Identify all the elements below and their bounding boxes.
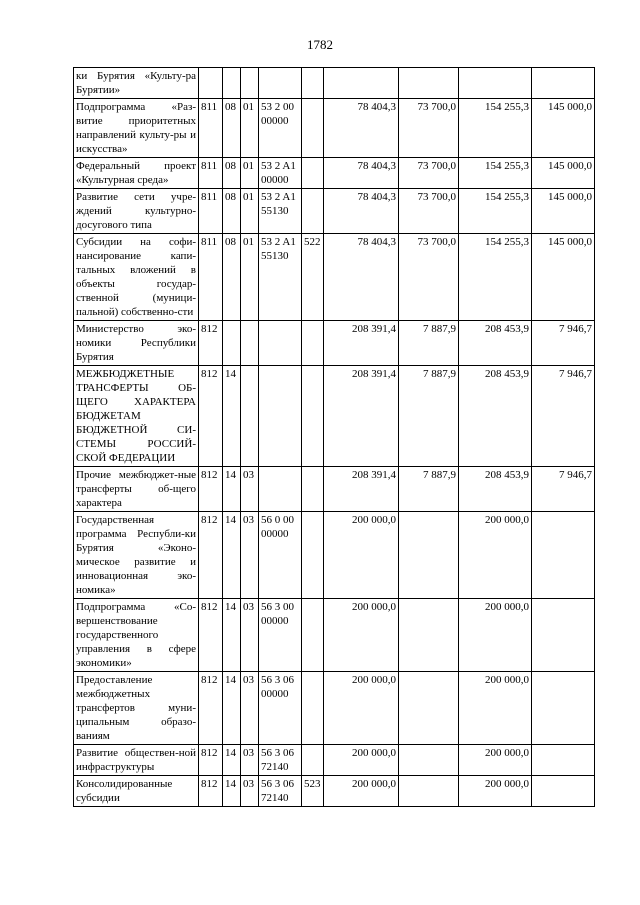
cell-value-1: 208 391,4 <box>324 366 399 467</box>
cell-value-3 <box>459 68 532 99</box>
cell-value-3: 208 453,9 <box>459 467 532 512</box>
cell-value-4: 145 000,0 <box>532 234 595 321</box>
cell-admin-code: 812 <box>199 467 223 512</box>
cell-section: 14 <box>223 599 241 672</box>
cell-expense-type <box>302 189 324 234</box>
cell-section: 08 <box>223 99 241 158</box>
table-row <box>74 599 595 672</box>
cell-section <box>223 68 241 99</box>
cell-subsection: 01 <box>241 234 259 321</box>
cell-target-article <box>259 321 302 366</box>
cell-value-2: 73 700,0 <box>399 158 459 189</box>
table-row <box>74 158 595 189</box>
cell-name: Развитие сети учре-ждений культурно-досугового типа <box>74 189 199 234</box>
cell-name: Консолидированные субсидии <box>74 776 199 807</box>
cell-name: Подпрограмма «Раз-витие приоритетных направлений культу-ры и искусства» <box>74 99 199 158</box>
cell-name: ки Бурятия «Культу-ра Бурятии» <box>74 68 199 99</box>
cell-name: Министерство эко-номики Республики Бурятия <box>74 321 199 366</box>
cell-admin-code: 812 <box>199 512 223 599</box>
cell-name: Предоставление межбюджетных трансфертов муни-ципальным образо-ваниям <box>74 672 199 745</box>
cell-value-3: 208 453,9 <box>459 321 532 366</box>
cell-value-1: 200 000,0 <box>324 599 399 672</box>
table-row <box>74 68 595 99</box>
cell-subsection: 03 <box>241 672 259 745</box>
table-row <box>74 321 595 366</box>
cell-value-4 <box>532 599 595 672</box>
cell-section: 14 <box>223 672 241 745</box>
cell-value-1: 78 404,3 <box>324 234 399 321</box>
cell-value-4: 145 000,0 <box>532 158 595 189</box>
cell-section: 14 <box>223 776 241 807</box>
cell-value-4: 7 946,7 <box>532 321 595 366</box>
cell-value-1: 78 404,3 <box>324 99 399 158</box>
cell-expense-type: 522 <box>302 234 324 321</box>
cell-expense-type <box>302 745 324 776</box>
cell-subsection: 03 <box>241 776 259 807</box>
table-row <box>74 745 595 776</box>
cell-section <box>223 321 241 366</box>
cell-section: 08 <box>223 189 241 234</box>
cell-expense-type <box>302 512 324 599</box>
cell-admin-code: 812 <box>199 321 223 366</box>
table-body <box>74 68 595 807</box>
cell-admin-code: 812 <box>199 776 223 807</box>
cell-expense-type <box>302 599 324 672</box>
cell-admin-code: 812 <box>199 599 223 672</box>
cell-subsection <box>241 321 259 366</box>
cell-target-article: 56 3 06 72140 <box>259 776 302 807</box>
cell-subsection: 03 <box>241 745 259 776</box>
cell-target-article: 53 2 A1 00000 <box>259 158 302 189</box>
cell-value-2 <box>399 68 459 99</box>
cell-subsection <box>241 68 259 99</box>
cell-subsection: 03 <box>241 512 259 599</box>
cell-value-3: 154 255,3 <box>459 158 532 189</box>
cell-value-2: 7 887,9 <box>399 467 459 512</box>
cell-expense-type <box>302 99 324 158</box>
cell-value-1: 200 000,0 <box>324 745 399 776</box>
cell-target-article: 56 3 06 00000 <box>259 672 302 745</box>
cell-expense-type <box>302 321 324 366</box>
cell-value-3: 154 255,3 <box>459 234 532 321</box>
cell-subsection <box>241 366 259 467</box>
cell-subsection: 01 <box>241 189 259 234</box>
cell-expense-type <box>302 68 324 99</box>
cell-value-1: 78 404,3 <box>324 189 399 234</box>
cell-value-3: 200 000,0 <box>459 672 532 745</box>
table-row <box>74 467 595 512</box>
budget-table <box>73 67 595 807</box>
cell-value-1: 78 404,3 <box>324 158 399 189</box>
cell-expense-type <box>302 672 324 745</box>
cell-subsection: 01 <box>241 158 259 189</box>
cell-expense-type <box>302 158 324 189</box>
cell-value-1: 200 000,0 <box>324 776 399 807</box>
cell-name: Прочие межбюджет-ные трансферты об-щего характера <box>74 467 199 512</box>
cell-target-article: 53 2 A1 55130 <box>259 189 302 234</box>
cell-name: Развитие обществен-ной инфраструктуры <box>74 745 199 776</box>
cell-value-4 <box>532 672 595 745</box>
cell-target-article: 53 2 A1 55130 <box>259 234 302 321</box>
cell-value-4: 7 946,7 <box>532 366 595 467</box>
cell-value-4 <box>532 745 595 776</box>
cell-expense-type: 523 <box>302 776 324 807</box>
cell-section: 08 <box>223 158 241 189</box>
cell-value-2 <box>399 599 459 672</box>
cell-target-article: 56 3 00 00000 <box>259 599 302 672</box>
cell-value-2: 7 887,9 <box>399 321 459 366</box>
cell-value-1: 208 391,4 <box>324 467 399 512</box>
cell-subsection: 01 <box>241 99 259 158</box>
table-row <box>74 234 595 321</box>
cell-value-3: 200 000,0 <box>459 599 532 672</box>
cell-value-4: 145 000,0 <box>532 189 595 234</box>
cell-value-4 <box>532 512 595 599</box>
table-row <box>74 512 595 599</box>
cell-name: Федеральный проект «Культурная среда» <box>74 158 199 189</box>
cell-value-4 <box>532 68 595 99</box>
cell-admin-code: 811 <box>199 158 223 189</box>
cell-admin-code: 812 <box>199 745 223 776</box>
cell-value-1: 200 000,0 <box>324 512 399 599</box>
cell-value-3: 200 000,0 <box>459 776 532 807</box>
cell-value-3: 154 255,3 <box>459 189 532 234</box>
cell-admin-code: 811 <box>199 189 223 234</box>
cell-target-article: 56 3 06 72140 <box>259 745 302 776</box>
cell-name: МЕЖБЮДЖЕТНЫЕ ТРАНСФЕРТЫ ОБ-ЩЕГО ХАРАКТЕРА БЮДЖЕТАМ БЮДЖЕТНОЙ СИ-СТЕМЫ РОССИЙ-СКОЙ ФЕДЕРАЦИИ <box>74 366 199 467</box>
cell-value-2: 73 700,0 <box>399 234 459 321</box>
cell-value-2 <box>399 512 459 599</box>
cell-section: 14 <box>223 467 241 512</box>
table-row <box>74 99 595 158</box>
cell-admin-code: 811 <box>199 99 223 158</box>
cell-name: Субсидии на софи-нансирование капи-тальных вложений в объекты государ-ственной (муници-пальной) собственно-сти <box>74 234 199 321</box>
cell-admin-code: 811 <box>199 234 223 321</box>
cell-admin-code: 812 <box>199 366 223 467</box>
cell-value-1: 200 000,0 <box>324 672 399 745</box>
cell-target-article <box>259 366 302 467</box>
table-row <box>74 672 595 745</box>
cell-name: Подпрограмма «Со-вершенствование государственного управления в сфере экономики» <box>74 599 199 672</box>
cell-value-2 <box>399 672 459 745</box>
cell-value-1 <box>324 68 399 99</box>
cell-value-4 <box>532 776 595 807</box>
cell-subsection: 03 <box>241 599 259 672</box>
cell-expense-type <box>302 366 324 467</box>
cell-value-3: 208 453,9 <box>459 366 532 467</box>
cell-subsection: 03 <box>241 467 259 512</box>
cell-value-3: 154 255,3 <box>459 99 532 158</box>
cell-value-4: 145 000,0 <box>532 99 595 158</box>
cell-value-2: 7 887,9 <box>399 366 459 467</box>
cell-value-2: 73 700,0 <box>399 189 459 234</box>
cell-section: 14 <box>223 512 241 599</box>
cell-value-3: 200 000,0 <box>459 745 532 776</box>
cell-section: 14 <box>223 366 241 467</box>
cell-section: 14 <box>223 745 241 776</box>
cell-value-4: 7 946,7 <box>532 467 595 512</box>
cell-target-article: 53 2 00 00000 <box>259 99 302 158</box>
page-number: 1782 <box>307 37 333 52</box>
cell-expense-type <box>302 467 324 512</box>
cell-name: Государственная программа Республи-ки Бурятия «Эконо-мическое развитие и инновационная эко-номика» <box>74 512 199 599</box>
cell-target-article <box>259 68 302 99</box>
cell-admin-code: 812 <box>199 672 223 745</box>
cell-target-article <box>259 467 302 512</box>
cell-value-2 <box>399 776 459 807</box>
cell-target-article: 56 0 00 00000 <box>259 512 302 599</box>
table-row <box>74 366 595 467</box>
cell-value-3: 200 000,0 <box>459 512 532 599</box>
cell-value-2 <box>399 745 459 776</box>
cell-value-2: 73 700,0 <box>399 99 459 158</box>
cell-section: 08 <box>223 234 241 321</box>
cell-admin-code <box>199 68 223 99</box>
cell-value-1: 208 391,4 <box>324 321 399 366</box>
table-row <box>74 776 595 807</box>
table-row <box>74 189 595 234</box>
